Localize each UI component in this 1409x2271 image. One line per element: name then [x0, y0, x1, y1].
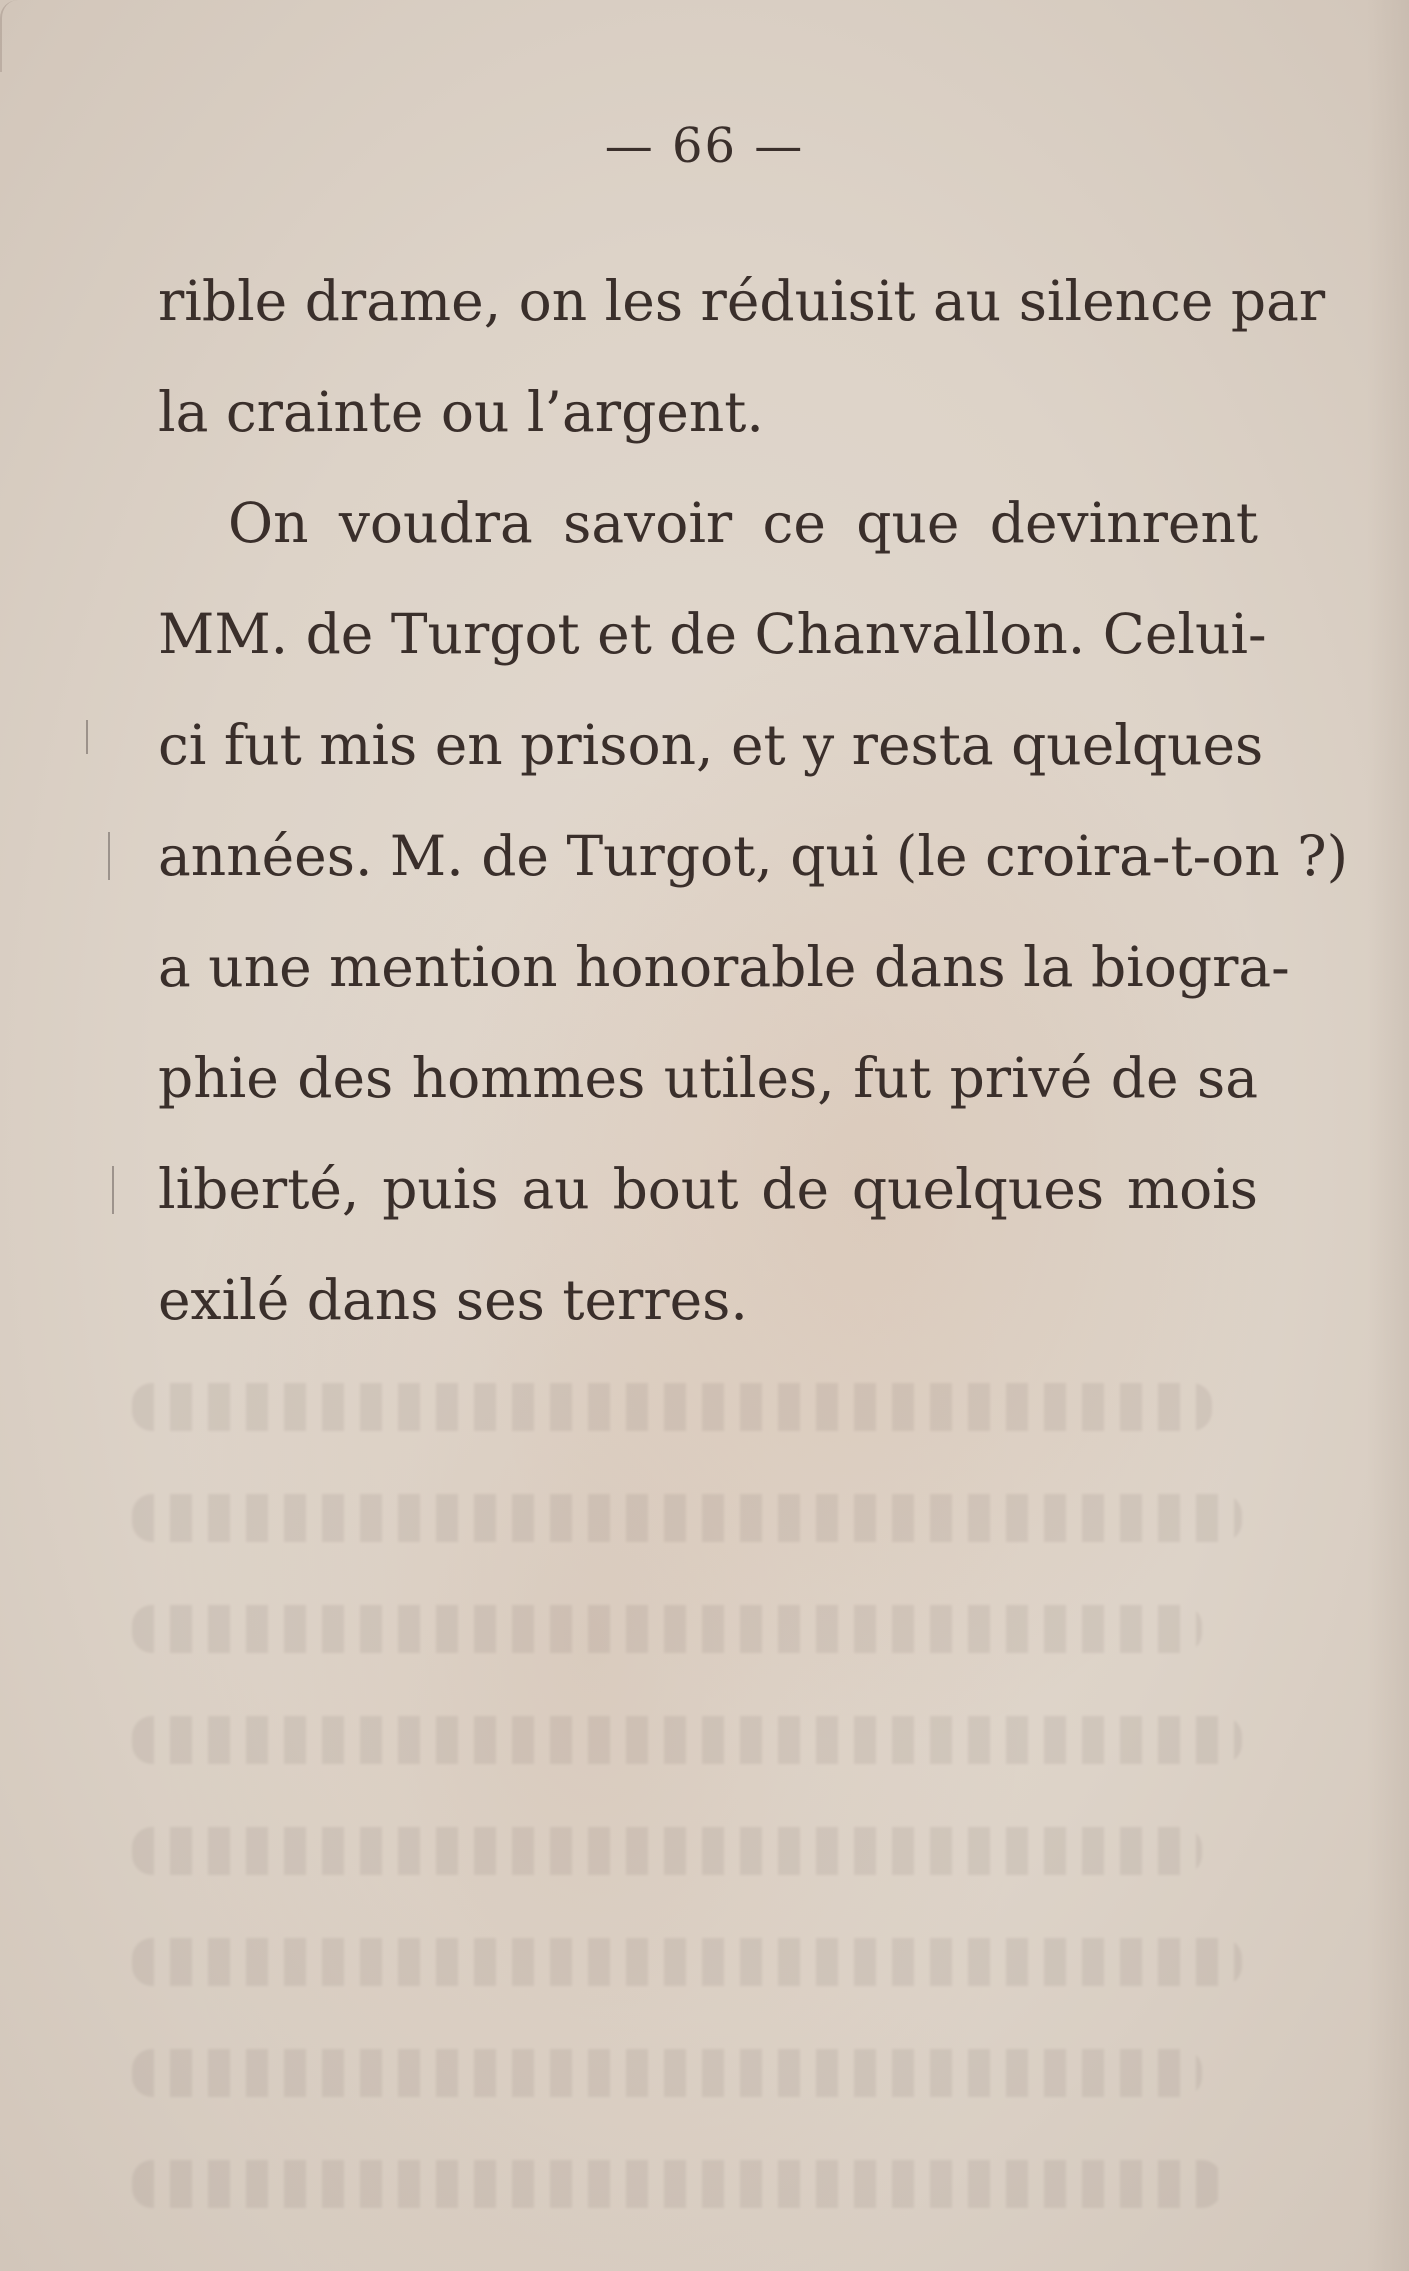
ghost-line	[132, 1938, 1242, 1986]
margin-mark	[108, 832, 110, 880]
page-fold	[0, 0, 20, 72]
text-line: phie des hommes utiles, fut privé de sa	[158, 1046, 1258, 1110]
text-line: liberté, puis au bout de quelques mois	[158, 1157, 1258, 1221]
text-line: la crainte ou l’argent.	[158, 380, 764, 444]
ghost-line	[132, 1827, 1202, 1875]
ghost-line	[132, 1716, 1242, 1764]
margin-mark	[112, 1166, 114, 1214]
page-edge	[1367, 0, 1409, 2271]
text-line: MM. de Turgot et de Chanvallon. Celui-	[158, 602, 1267, 666]
text-line: ci fut mis en prison, et y resta quelques	[158, 713, 1264, 777]
text-line: rible drame, on les réduisit au silence par	[158, 269, 1326, 333]
page-number: — 66 —	[604, 118, 805, 174]
ghost-line	[132, 1494, 1242, 1542]
text-line: années. M. de Turgot, qui (le croira-t-on ?)	[158, 824, 1349, 888]
text-line: exilé dans ses terres.	[158, 1268, 748, 1332]
ghost-line	[132, 1605, 1202, 1653]
ghost-line	[132, 2160, 1222, 2208]
text-line: On voudra savoir ce que devinrent	[228, 491, 1258, 555]
margin-mark	[86, 720, 88, 754]
ghost-line	[132, 1383, 1212, 1431]
ghost-line	[132, 2049, 1202, 2097]
body-text	[158, 246, 1349, 1356]
text-line: a une mention honorable dans la biogra-	[158, 935, 1290, 999]
